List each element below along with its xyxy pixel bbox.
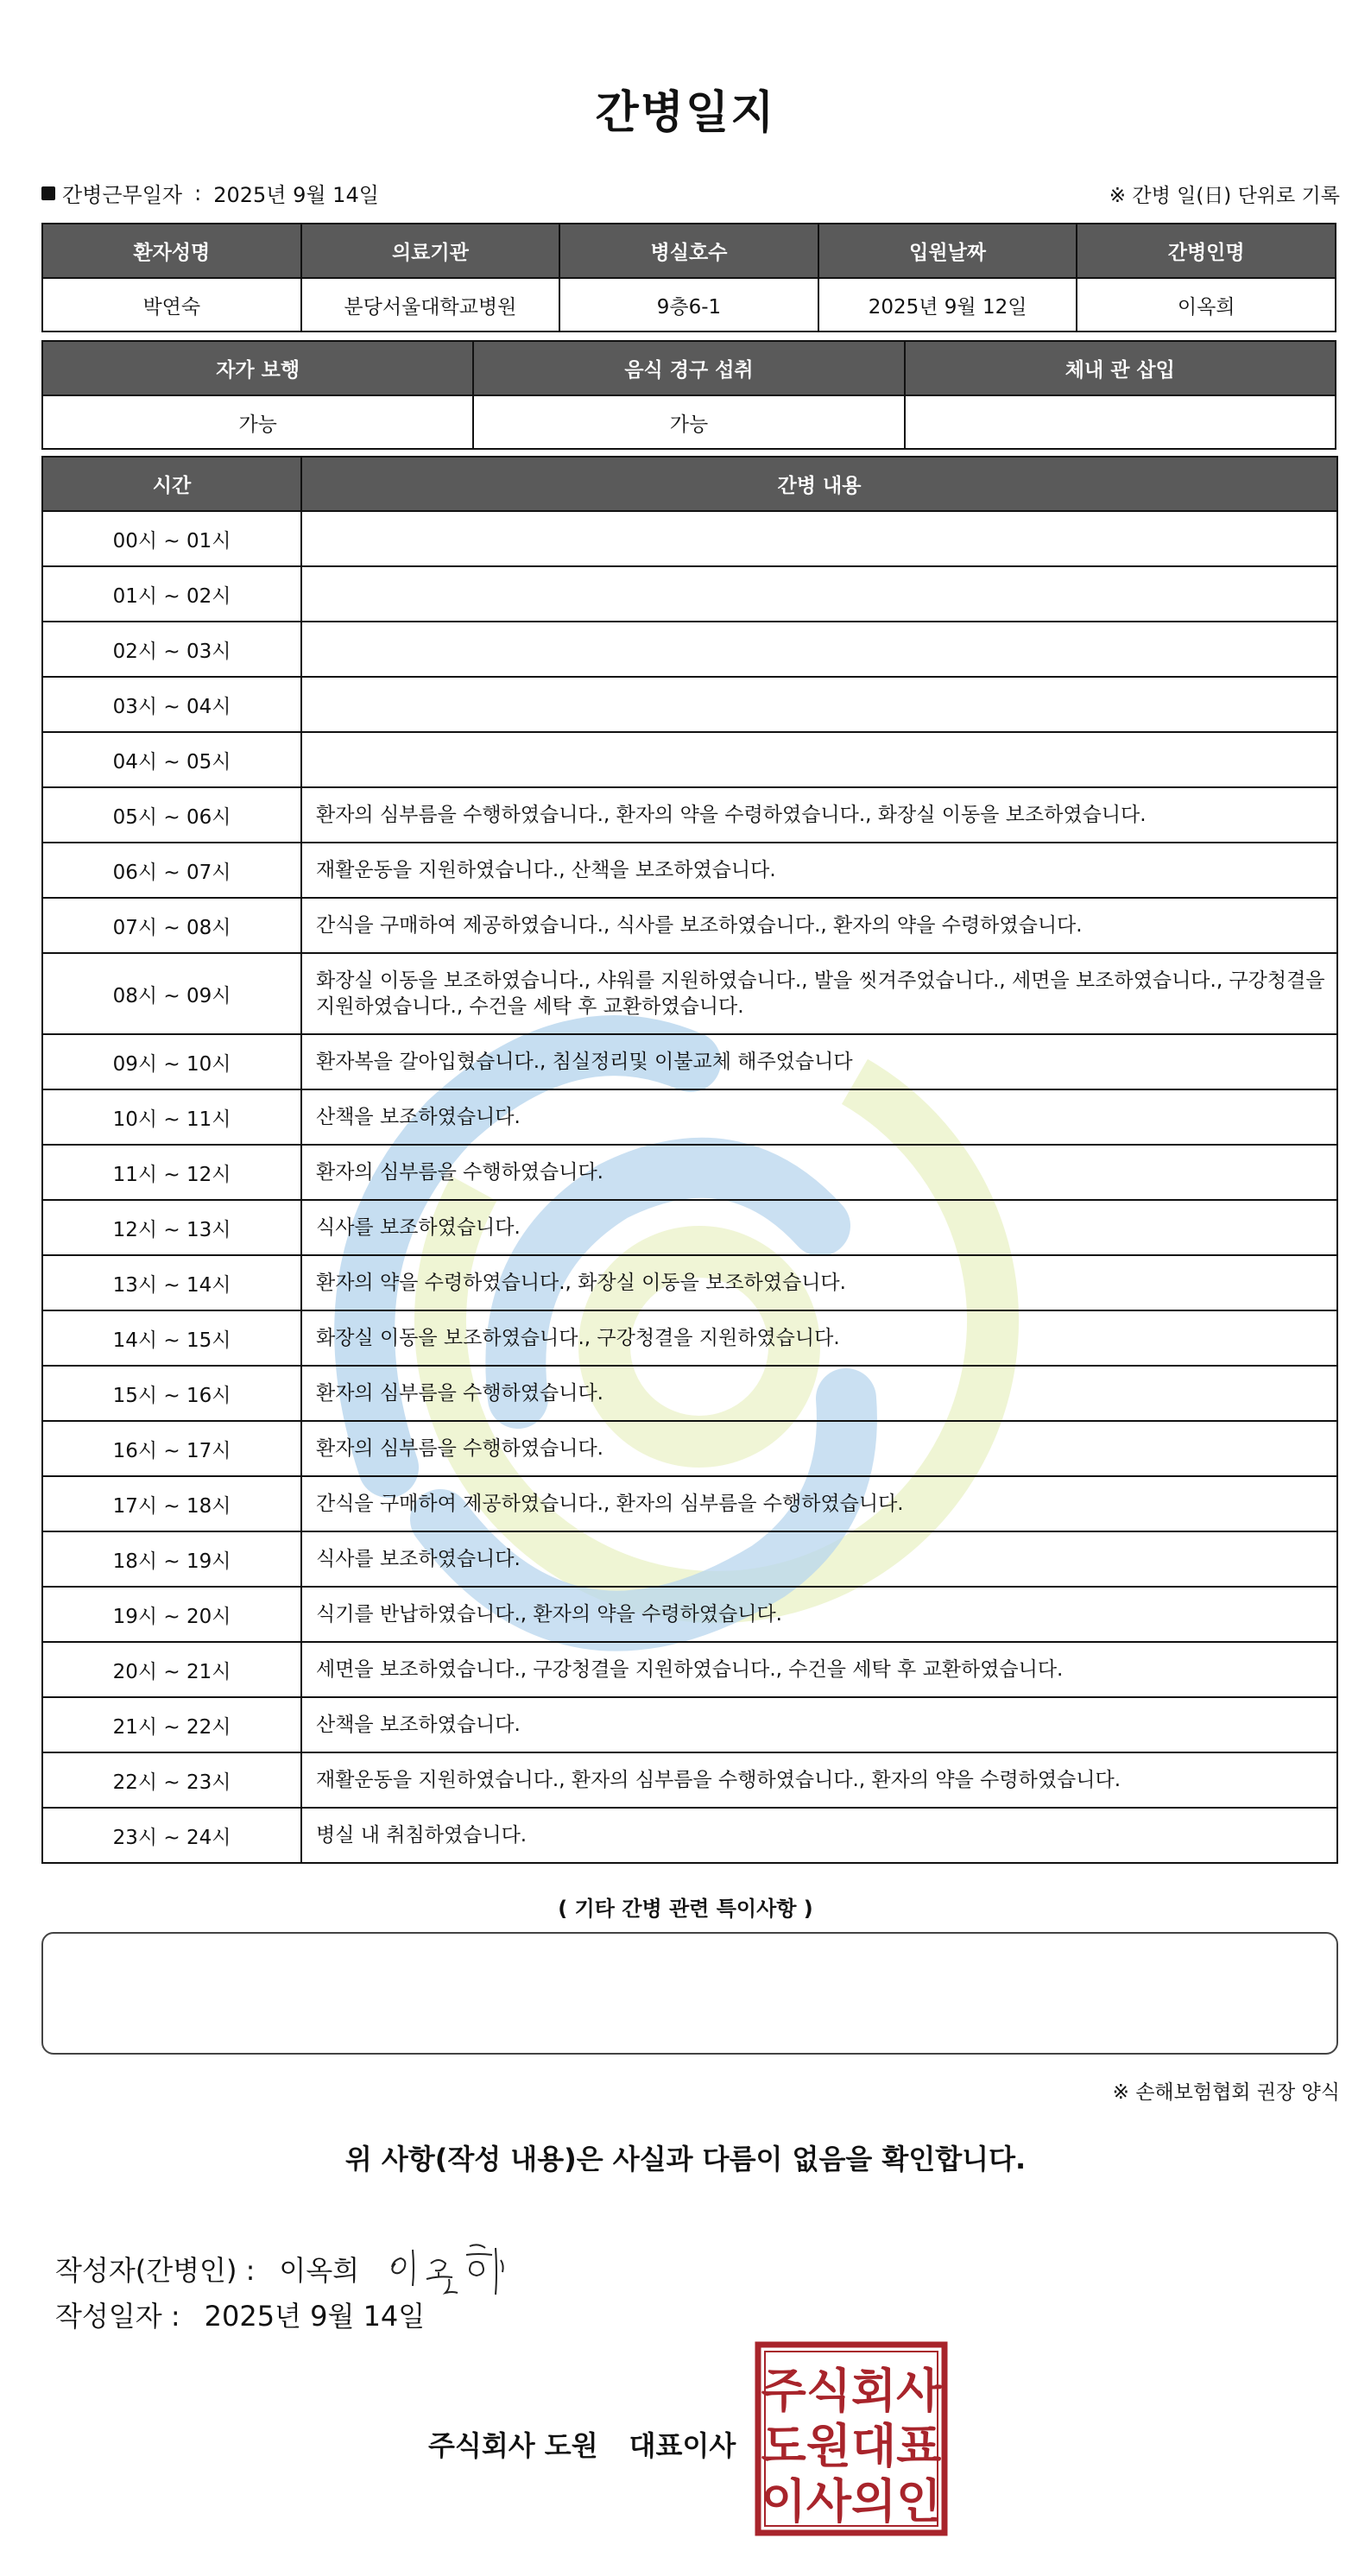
- write-date-value: 2025년 9월 14일: [204, 2300, 426, 2333]
- hospital-name: 분당서울대학교병원: [301, 278, 560, 331]
- writer-name: 이옥희: [279, 2254, 360, 2287]
- write-date-label: 작성일자 :: [55, 2300, 180, 2333]
- content-cell: 재활운동을 지원하였습니다., 환자의 심부름을 수행하였습니다., 환자의 약을 수령하였습니다.: [301, 1752, 1337, 1808]
- stamp-line-1: 주식회사: [761, 2364, 942, 2418]
- time-cell: 07시 ~ 08시: [42, 898, 301, 953]
- table-row: [42, 1642, 1337, 1697]
- caregiver-name: 이옥희: [1077, 278, 1336, 331]
- record-unit-note: ※ 간병 일(日) 단위로 기록: [1109, 185, 1340, 207]
- content-cell: 간식을 구매하여 제공하였습니다., 식사를 보조하였습니다., 환자의 약을 수령하였습니다.: [301, 898, 1337, 953]
- status-value-row: [42, 395, 1336, 449]
- time-cell: 15시 ~ 16시: [42, 1366, 301, 1421]
- time-cell: 14시 ~ 15시: [42, 1310, 301, 1366]
- table-row: [42, 898, 1337, 953]
- company-line: [428, 2424, 736, 2464]
- table-row: [42, 1476, 1337, 1531]
- write-date-line: [55, 2295, 425, 2334]
- admission-date: 2025년 9월 12일: [818, 278, 1077, 331]
- table-row: [42, 1310, 1337, 1366]
- content-cell: 환자의 심부름을 수행하였습니다.: [301, 1421, 1337, 1476]
- content-cell: 재활운동을 지원하였습니다., 산책을 보조하였습니다.: [301, 843, 1337, 898]
- content-cell: 간식을 구매하여 제공하였습니다., 환자의 심부름을 수행하였습니다.: [301, 1476, 1337, 1531]
- work-date-label: 간병근무일자: [62, 183, 183, 207]
- time-cell: 22시 ~ 23시: [42, 1752, 301, 1808]
- content-cell: 산책을 보조하였습니다.: [301, 1697, 1337, 1752]
- table-row: [42, 1089, 1337, 1145]
- header-patient-name: 환자성명: [42, 224, 301, 278]
- header-tube-insertion: 체내 관 삽입: [905, 341, 1336, 395]
- special-notes-box: [41, 1932, 1338, 2055]
- patient-info-header-row: [42, 224, 1336, 278]
- table-row: [42, 511, 1337, 566]
- content-cell: 환자의 심부름을 수행하였습니다., 환자의 약을 수령하였습니다., 화장실 이동을 보조하였습니다.: [301, 787, 1337, 843]
- table-row: [42, 1034, 1337, 1089]
- time-cell: 05시 ~ 06시: [42, 787, 301, 843]
- content-cell: 환자복을 갈아입혔습니다., 침실정리및 이불교체 해주었습니다: [301, 1034, 1337, 1089]
- table-row: [42, 1752, 1337, 1808]
- time-cell: 16시 ~ 17시: [42, 1421, 301, 1476]
- content-cell: 식사를 보조하였습니다.: [301, 1531, 1337, 1587]
- content-cell: 세면을 보조하였습니다., 구강청결을 지원하였습니다., 수건을 세탁 후 교환하였습니다.: [301, 1642, 1337, 1697]
- stamp-line-3: 이사의인: [761, 2474, 942, 2529]
- table-row: [42, 787, 1337, 843]
- oral-intake-value: 가능: [473, 395, 904, 449]
- time-cell: 01시 ~ 02시: [42, 566, 301, 622]
- time-cell: 21시 ~ 22시: [42, 1697, 301, 1752]
- table-row: [42, 1145, 1337, 1200]
- patient-status-table: [41, 340, 1336, 450]
- company-name: 주식회사 도원: [428, 2429, 598, 2462]
- table-row: [42, 1808, 1337, 1863]
- time-cell: 20시 ~ 21시: [42, 1642, 301, 1697]
- time-cell: 09시 ~ 10시: [42, 1034, 301, 1089]
- ceo-label: 대표이사: [629, 2429, 736, 2462]
- self-walking-value: 가능: [42, 395, 473, 449]
- special-notes-title: ( 기타 간병 관련 특이사항 ): [558, 1897, 813, 1921]
- content-cell: [301, 622, 1337, 677]
- time-cell: 12시 ~ 13시: [42, 1200, 301, 1255]
- content-cell: [301, 732, 1337, 787]
- tube-insertion-value: [905, 395, 1336, 449]
- header-admission-date: 입원날짜: [818, 224, 1077, 278]
- time-cell: 02시 ~ 03시: [42, 622, 301, 677]
- company-seal-stamp: [755, 2341, 948, 2536]
- table-row: [42, 1366, 1337, 1421]
- time-cell: 04시 ~ 05시: [42, 732, 301, 787]
- content-cell: [301, 677, 1337, 732]
- content-cell: 화장실 이동을 보조하였습니다., 구강청결을 지원하였습니다.: [301, 1310, 1337, 1366]
- header-care-content: 간병 내용: [301, 457, 1337, 511]
- table-row: [42, 732, 1337, 787]
- page-title: 간병일지: [595, 87, 776, 139]
- table-row: [42, 1587, 1337, 1642]
- time-cell: 17시 ~ 18시: [42, 1476, 301, 1531]
- table-row: [42, 622, 1337, 677]
- time-cell: 10시 ~ 11시: [42, 1089, 301, 1145]
- writer-label: 작성자(간병인) :: [55, 2254, 256, 2287]
- table-row: [42, 677, 1337, 732]
- header-oral-intake: 음식 경구 섭취: [473, 341, 904, 395]
- handwritten-signature: [383, 2234, 530, 2303]
- header-self-walking: 자가 보행: [42, 341, 473, 395]
- room-number: 9층6-1: [559, 278, 818, 331]
- content-cell: 환자의 심부름을 수행하였습니다.: [301, 1366, 1337, 1421]
- bullet-square-icon: [41, 186, 55, 200]
- insurance-association-note: ※ 손해보험협회 권장 양식: [1112, 2081, 1340, 2104]
- time-cell: 19시 ~ 20시: [42, 1587, 301, 1642]
- status-header-row: [42, 341, 1336, 395]
- time-cell: 13시 ~ 14시: [42, 1255, 301, 1310]
- work-date-separator: :: [194, 180, 202, 205]
- header-room: 병실호수: [559, 224, 818, 278]
- content-cell: 식기를 반납하였습니다., 환자의 약을 수령하였습니다.: [301, 1587, 1337, 1642]
- care-log-header-row: [42, 457, 1337, 511]
- patient-info-table: [41, 223, 1336, 332]
- writer-line: [55, 2234, 530, 2303]
- work-date-line: [41, 178, 379, 208]
- header-time: 시간: [42, 457, 301, 511]
- header-caregiver: 간병인명: [1077, 224, 1336, 278]
- patient-info-value-row: [42, 278, 1336, 331]
- time-cell: 08시 ~ 09시: [42, 953, 301, 1034]
- content-cell: 산책을 보조하였습니다.: [301, 1089, 1337, 1145]
- content-cell: 화장실 이동을 보조하였습니다., 샤워를 지원하였습니다., 발을 씻겨주었습니다., 세면을 보조하였습니다., 구강청결을 지원하였습니다., 수건을 세탁 후 교환하였습니다.: [301, 953, 1337, 1034]
- table-row: [42, 1255, 1337, 1310]
- table-row: [42, 1200, 1337, 1255]
- time-cell: 11시 ~ 12시: [42, 1145, 301, 1200]
- time-cell: 23시 ~ 24시: [42, 1808, 301, 1863]
- table-row: [42, 1531, 1337, 1587]
- table-row: [42, 1421, 1337, 1476]
- table-row: [42, 1697, 1337, 1752]
- content-cell: 환자의 심부름을 수행하였습니다.: [301, 1145, 1337, 1200]
- time-cell: 06시 ~ 07시: [42, 843, 301, 898]
- patient-name: 박연숙: [42, 278, 301, 331]
- header-hospital: 의료기관: [301, 224, 560, 278]
- content-cell: [301, 566, 1337, 622]
- work-date-value: 2025년 9월 14일: [213, 183, 379, 207]
- time-cell: 00시 ~ 01시: [42, 511, 301, 566]
- content-cell: 식사를 보조하였습니다.: [301, 1200, 1337, 1255]
- time-cell: 18시 ~ 19시: [42, 1531, 301, 1587]
- content-cell: 병실 내 취침하였습니다.: [301, 1808, 1337, 1863]
- content-cell: 환자의 약을 수령하였습니다., 화장실 이동을 보조하였습니다.: [301, 1255, 1337, 1310]
- time-cell: 03시 ~ 04시: [42, 677, 301, 732]
- table-row: [42, 566, 1337, 622]
- table-row: [42, 843, 1337, 898]
- content-cell: [301, 511, 1337, 566]
- confirmation-statement: 위 사항(작성 내용)은 사실과 다름이 없음을 확인합니다.: [344, 2143, 1027, 2175]
- table-row: [42, 953, 1337, 1034]
- care-log-table: [41, 456, 1338, 1864]
- stamp-line-2: 도원대표: [761, 2419, 942, 2473]
